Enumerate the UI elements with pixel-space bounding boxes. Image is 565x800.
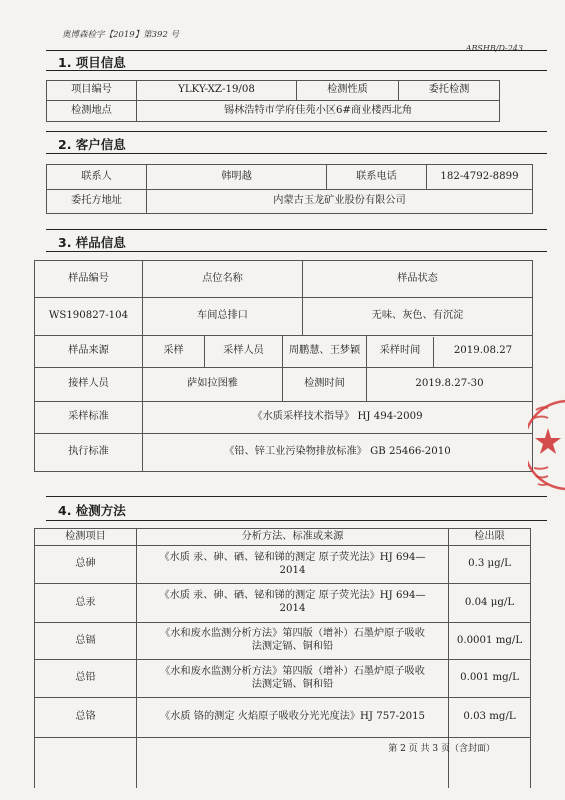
project-info-table — [46, 80, 500, 122]
section-divider — [46, 251, 547, 252]
method-item: 总铬 — [35, 698, 137, 738]
sampling-time-cell — [367, 336, 533, 368]
nature-value: 委托检测 — [399, 81, 500, 101]
sampling-std-label: 采样标准 — [35, 402, 143, 434]
receiver-value: 萨如拉图雅 — [143, 368, 283, 402]
state-value: 无味、灰色、有沉淀 — [303, 298, 533, 336]
point-value: 车间总排口 — [143, 298, 303, 336]
project-no-label: 项目编号 — [47, 81, 137, 101]
col-test-item: 检测项目 — [35, 529, 137, 546]
source-label: 样品来源 — [35, 336, 143, 368]
method-standard: 《水质 汞、砷、硒、铋和锑的测定 原子荧光法》HJ 694— 2014 — [137, 584, 449, 623]
method-item: 总砷 — [35, 546, 137, 584]
contact-value: 韩明越 — [147, 165, 327, 190]
method-standard: 《水质 汞、砷、硒、铋和锑的测定 原子荧光法》HJ 694— 2014 — [137, 546, 449, 584]
section-title-methods: 4. 检测方法 — [58, 503, 126, 518]
method-limit: 0.001 mg/L — [449, 660, 531, 698]
sampling-std-value: 《水质采样技术指导》 HJ 494-2009 — [143, 402, 533, 434]
source-value: 采样 — [143, 336, 205, 368]
table-row — [35, 698, 531, 738]
sampler-value: 周鹏慧、王梦颖 — [283, 336, 367, 368]
section-title-project: 1. 项目信息 — [58, 55, 126, 70]
table-row — [35, 623, 531, 660]
document-number: 奥博森检字【2019】第392 号 — [62, 30, 180, 40]
phone-value: 182-4792-8899 — [427, 165, 533, 190]
exec-std-value: 《铅、锌工业污染物排放标准》 GB 25466-2010 — [143, 434, 533, 472]
method-item: 总铅 — [35, 660, 137, 698]
section-divider — [46, 520, 547, 521]
method-limit: 0.03 mg/L — [449, 698, 531, 738]
method-limit: 0.0001 mg/L — [449, 623, 531, 660]
method-item: 总汞 — [35, 584, 137, 623]
method-standard: 《水和废水监测分析方法》第四版（增补）石墨炉原子吸收 法测定镉、铜和铅 — [137, 623, 449, 660]
section-divider — [46, 496, 547, 497]
sampling-time-value: 2019.08.27 — [453, 345, 513, 357]
test-time-value: 2019.8.27-30 — [367, 368, 533, 402]
site-value: 锡林浩特市学府佳苑小区6#商业楼西北角 — [137, 101, 500, 122]
col-sample-no: 样品编号 — [35, 261, 143, 298]
col-detection-limit: 检出限 — [449, 529, 531, 546]
sample-no-value: WS190827-104 — [35, 298, 143, 336]
sampling-time-label: 采样时间 — [367, 337, 434, 367]
col-point-name: 点位名称 — [143, 261, 303, 298]
exec-std-label: 执行标准 — [35, 434, 143, 472]
method-item: 总镉 — [35, 623, 137, 660]
receiver-label: 接样人员 — [35, 368, 143, 402]
col-method: 分析方法、标准或来源 — [137, 529, 449, 546]
sampler-label: 采样人员 — [205, 336, 283, 368]
contact-label: 联系人 — [47, 165, 147, 190]
section-title-sample: 3. 样品信息 — [58, 235, 126, 250]
site-label: 检测地点 — [47, 101, 137, 122]
section-title-client: 2. 客户信息 — [58, 137, 126, 152]
table-row — [35, 584, 531, 623]
section-divider — [46, 153, 547, 154]
nature-label: 检测性质 — [297, 81, 399, 101]
phone-label: 联系电话 — [327, 165, 427, 190]
sample-info-table — [34, 260, 533, 472]
table-row — [35, 660, 531, 698]
section-divider — [46, 131, 547, 132]
address-label: 委托方地址 — [47, 190, 147, 214]
star-icon — [535, 428, 561, 454]
table-row — [35, 546, 531, 584]
method-standard: 《水质 铬的测定 火焰原子吸收分光光度法》HJ 757-2015 — [137, 698, 449, 738]
project-no-value: YLKY-XZ-19/08 — [137, 81, 297, 101]
address-value: 内蒙古玉龙矿业股份有限公司 — [147, 190, 533, 214]
page-info: 第 2 页 共 3 页（含封面） — [388, 744, 495, 754]
method-limit: 0.04 μg/L — [449, 584, 531, 623]
form-code: ABSHB/D-243 — [465, 44, 523, 53]
col-sample-state: 样品状态 — [303, 261, 533, 298]
section-divider — [46, 70, 547, 71]
method-limit: 0.3 μg/L — [449, 546, 531, 584]
section-divider — [46, 229, 547, 230]
seal-stamp — [528, 390, 565, 500]
method-standard: 《水和废水监测分析方法》第四版（增补）石墨炉原子吸收 法测定镉、铜和铅 — [137, 660, 449, 698]
section-divider — [46, 50, 547, 51]
test-time-label: 检测时间 — [283, 368, 367, 402]
client-info-table — [46, 164, 533, 214]
